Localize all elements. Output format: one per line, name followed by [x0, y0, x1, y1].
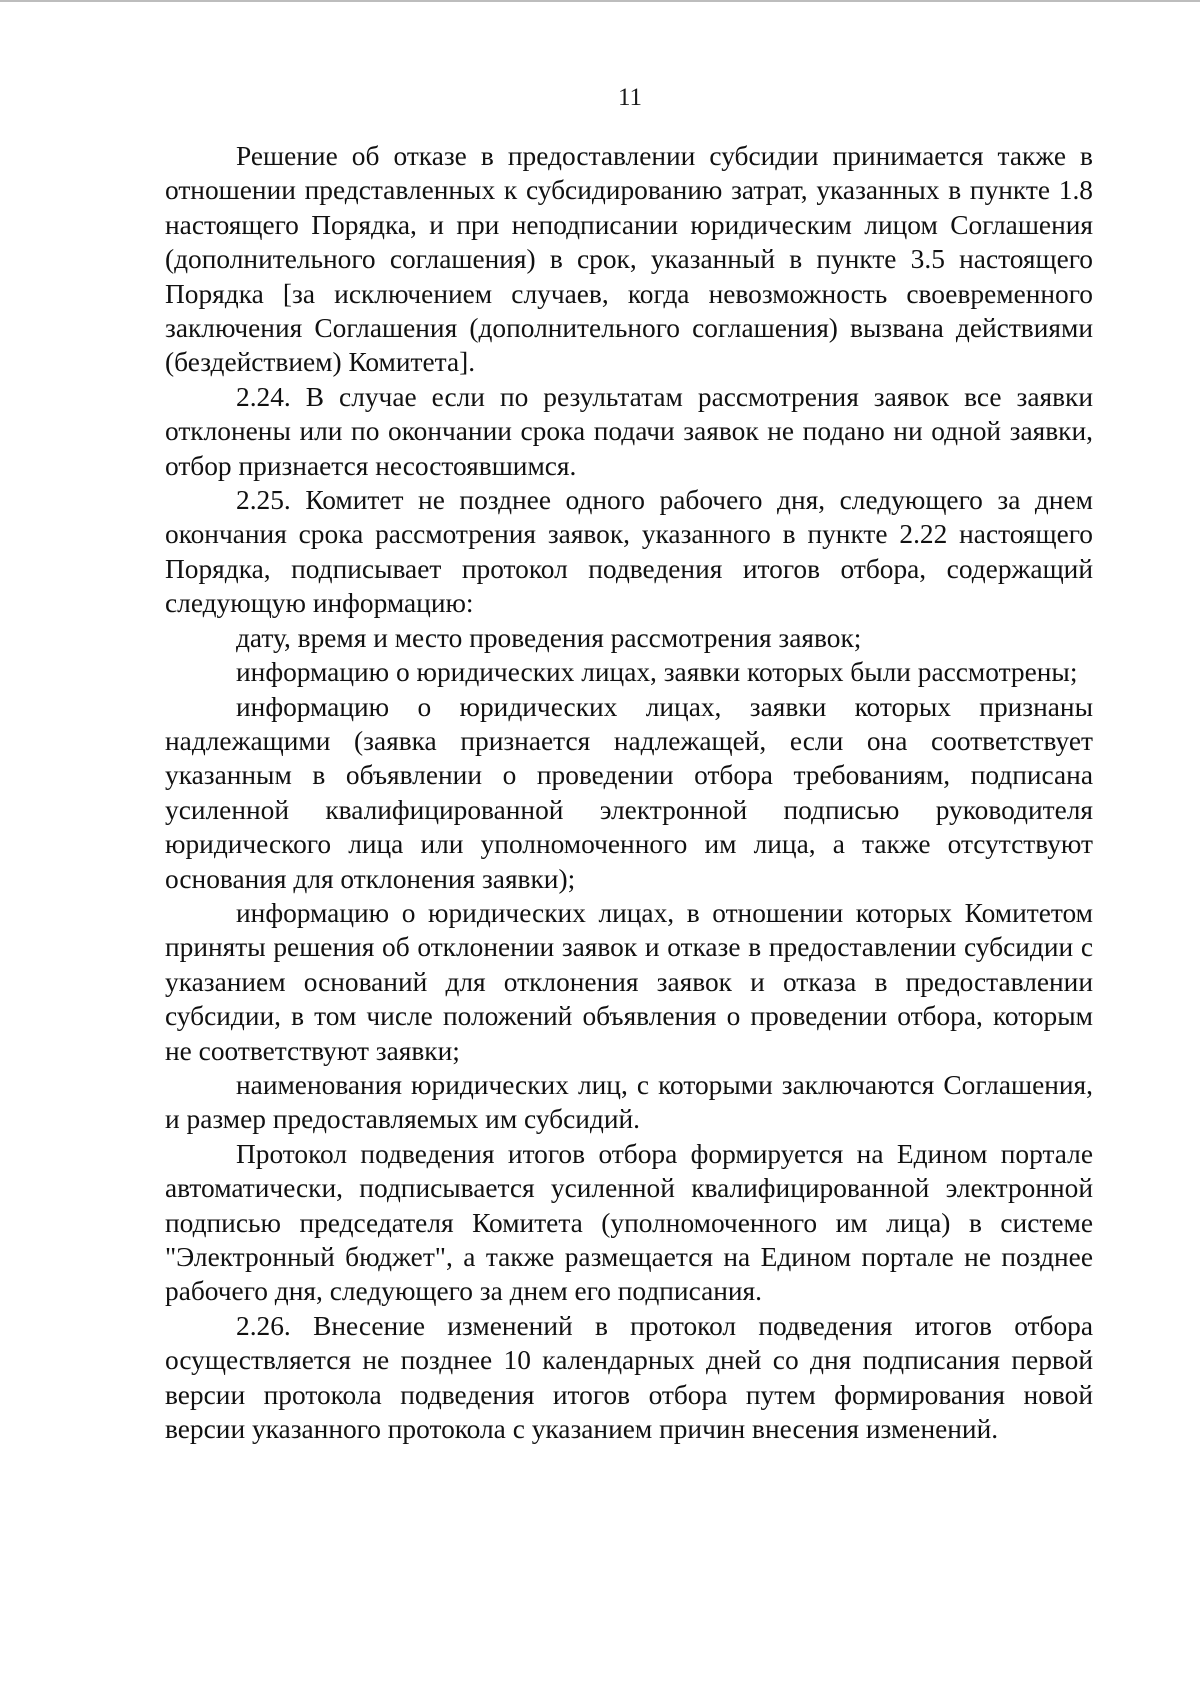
paragraph-protocol-formation: Протокол подведения итогов отбора формируется на Едином портале автоматически, подписывается усиленной квалифицированной электронной подписью председателя Комитета (уполномоченного им лица) в системе "Электронный бюджет", а также размещается на Едином портале не позднее рабочего дня, следующего за днем его подписания. — [165, 1138, 1093, 1307]
list-item-date-time-place: дату, время и место проведения рассмотрения заявок; — [236, 622, 862, 653]
paragraph-2-24: 2.24. В случае если по результатам рассмотрения заявок все заявки отклонены или по окончании срока подачи заявок не подано ни одной заявки, отбор признается несостоявшимся. — [165, 381, 1093, 481]
list-item-rejected-applications: информацию о юридических лицах, в отношении которых Комитетом приняты решения об отклонении заявок и отказе в предоставлении субсидии с указанием оснований для отклонения заявок и отказа в предоставлении субсидии, в том числе положений объявления о проведении отбора, которым не соответствуют заявки; — [165, 897, 1093, 1066]
paragraph-2-25: 2.25. Комитет не позднее одного рабочего дня, следующего за днем окончания срока рассмотрения заявок, указанного в пункте 2.22 настоящего Порядка, подписывает протокол подведения итогов отбора, содержащий следующую информацию: — [165, 485, 1093, 619]
list-item-proper-applications: информацию о юридических лицах, заявки которых признаны надлежащими (заявка признается надлежащей, если она соответствует указанным в объявлении о проведении отбора требованиям, подписана усиленной квалифицированной электронной подписью руководителя юридического лица или уполномоченного им лица, а также отсутствуют основания для отклонения заявки); — [165, 691, 1093, 894]
list-item-reviewed-entities: информацию о юридических лицах, заявки которых были рассмотрены; — [236, 657, 1078, 688]
document-body — [165, 139, 1093, 1446]
paragraph-refusal-decision: Решение об отказе в предоставлении субсидии принимается также в отношении представленных к субсидированию затрат, указанных в пункте 1.8 настоящего Порядка, и при неподписании юридическим лицом Соглашения (дополнительного соглашения) в срок, указанный в пункте 3.5 настоящего Порядка [за исключением случаев, когда невозможность своевременного заключения Соглашения (дополнительного соглашения) вызвана действиями (бездействием) Комитета]. — [165, 141, 1093, 378]
list-item-agreement-entities: наименования юридических лиц, с которыми заключаются Соглашения, и размер предоставляемых им субсидий. — [165, 1069, 1093, 1135]
page-top-edge — [0, 0, 1200, 2]
paragraph-2-26: 2.26. Внесение изменений в протокол подведения итогов отбора осуществляется не позднее 10 календарных дней со дня подписания первой версии протокола подведения итогов отбора путем формирования новой версии указанного протокола с указанием причин внесения изменений. — [165, 1310, 1093, 1445]
page-number: 11 — [617, 84, 643, 111]
